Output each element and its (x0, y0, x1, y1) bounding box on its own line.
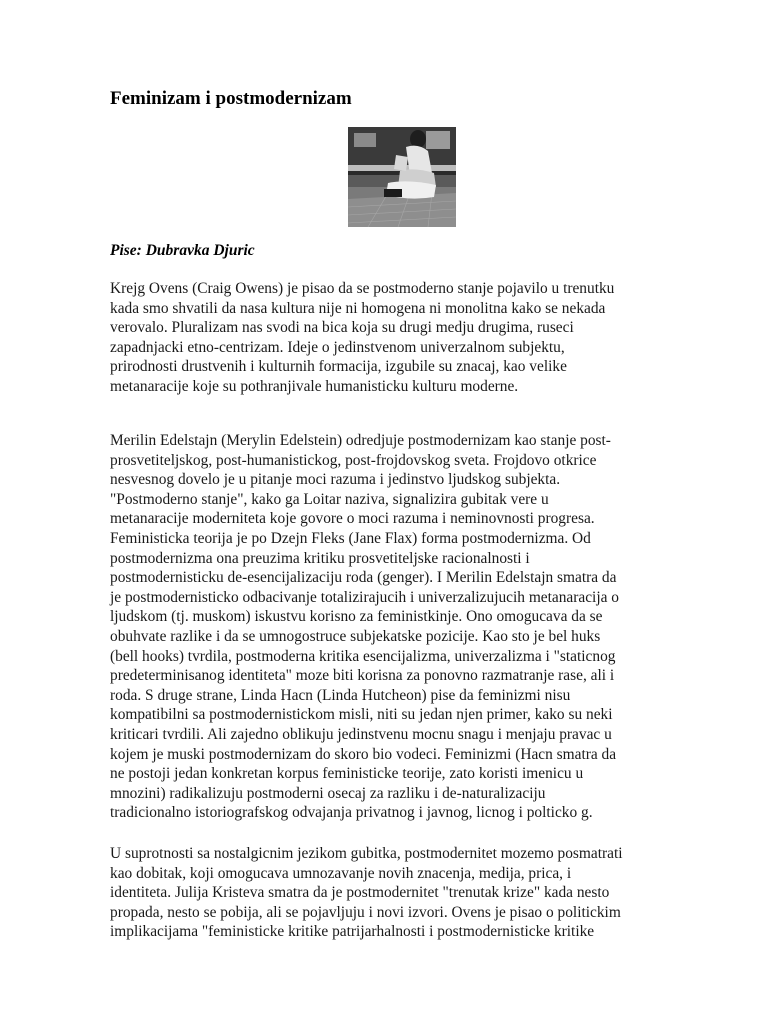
text-line: kompatibilni sa postmodernistickom misli, niti su jedan njen primer, kako su neki (110, 706, 613, 724)
text-line: verovalo. Pluralizam nas svodi na bica koja su drugi medju drugima, ruseci (110, 319, 574, 337)
text-line: "Postmoderno stanje", kako ga Loitar naziva, signalizira gubitak vere u (110, 490, 549, 508)
text-line: Feministicka teorija je po Dzejn Fleks (Jane Flax) forma postmodernizma. Od (110, 529, 591, 547)
text-line: postmodernizma ona preuzima kritiku prosvetiteljske racionalnosti i (110, 549, 530, 567)
text-line: zapadnjacki etno-centrizam. Ideje o jedinstvenom univerzalnom subjektu, (110, 338, 565, 356)
text-line: ljudskom (tj. muskom) iskustvu korisno za feministkinje. Ono omogucava da se (110, 608, 603, 626)
text-line: mnozini) radikalizuju postmoderni osecaj za razliku i de-naturalizaciju (110, 784, 546, 802)
text-line: kojem je muski postmodernizam do skoro bio vodeci. Feminizmi (Hacn smatra da (110, 745, 617, 763)
text-line: nesvesnog dovelo je u pitanje moci razuma i jedinstvo ljudskog subjekta. (110, 471, 561, 489)
text-line: postmodernisticku de-esencijalizaciju roda (genger). I Merilin Edelstajn smatra da (110, 569, 617, 587)
text-line: identiteta. Julija Kristeva smatra da je postmodernitet "trenutak krize" kada nesto (110, 884, 610, 902)
text-line: metanaracije koje su pothranjivale humanisticku kulturu moderne. (110, 377, 519, 395)
text-line: (bell hooks) tvrdila, postmoderna kritika esencijalizma, univerzalizma i "staticnog (110, 647, 616, 665)
text-line: ne postoji jedan konkretan korpus feministicke teorije, zato koristi imenicu u (110, 765, 584, 783)
text-line: metanaracije moderniteta koje govore o moci razuma i neminovnosti progresa. (110, 510, 595, 528)
paragraph-2 (110, 431, 730, 823)
paragraph-3 (110, 844, 730, 942)
text-line: kada smo shvatili da nasa kultura nije ni homogena ni monolitna kako se nekada (110, 299, 606, 317)
text-line: predeterminisanog identiteta" moze biti korisna za ponovno razmatranje rase, ali i (110, 667, 615, 685)
document-title: Feminizam i postmodernizam (110, 88, 352, 109)
paragraph-1 (110, 279, 730, 397)
author-byline: Pise: Dubravka Djuric (110, 242, 255, 259)
text-line: obuhvate razlike i da se umnogostruce subjekatske pozicije. Kao sto je bel huks (110, 627, 601, 645)
text-line: prosvetiteljskog, post-humanistickog, post-frojdovskog sveta. Frojdovo otkrice (110, 451, 597, 469)
text-line: U suprotnosti sa nostalgicnim jezikom gubitka, postmodernitet mozemo posmatrati (110, 845, 623, 862)
text-line: tradicionalno istoriografskog odvajanja privatnog i javnog, licnog i polticko g. (110, 804, 593, 822)
text-line: roda. S druge strane, Linda Hacn (Linda Hutcheon) pise da feminizmi nisu (110, 686, 571, 704)
text-line: je postmodernisticko odbacivanje totalizirajucih i univerzalizujucih metanaracija o (110, 588, 619, 606)
text-line: propada, nesto se pobija, ali se pojavljuju i novi izvori. Ovens je pisao o politickim (110, 903, 621, 921)
photo-image-icon (348, 127, 456, 227)
text-line: prirodnosti drustvenih i kulturnih formacija, izgubile su znacaj, kao velike (110, 358, 567, 376)
text-line: Merilin Edelstajn (Merylin Edelstein) odredjuje postmodernizam kao stanje post- (110, 432, 611, 449)
article-photo (348, 127, 456, 227)
text-line: kao dobitak, koji omogucava umnozavanje novih znacenja, medija, prica, i (110, 864, 572, 882)
text-line: Krejg Ovens (Craig Owens) je pisao da se postmoderno stanje pojavilo u trenutku (110, 280, 615, 297)
text-line: kriticari tvrdili. Ali zajedno oblikuju jedinstvenu mocnu snagu i menjaju pravac u (110, 725, 612, 743)
text-line: implikacijama "feministicke kritike patrijarhalnosti i postmodernisticke kritike (110, 923, 595, 941)
